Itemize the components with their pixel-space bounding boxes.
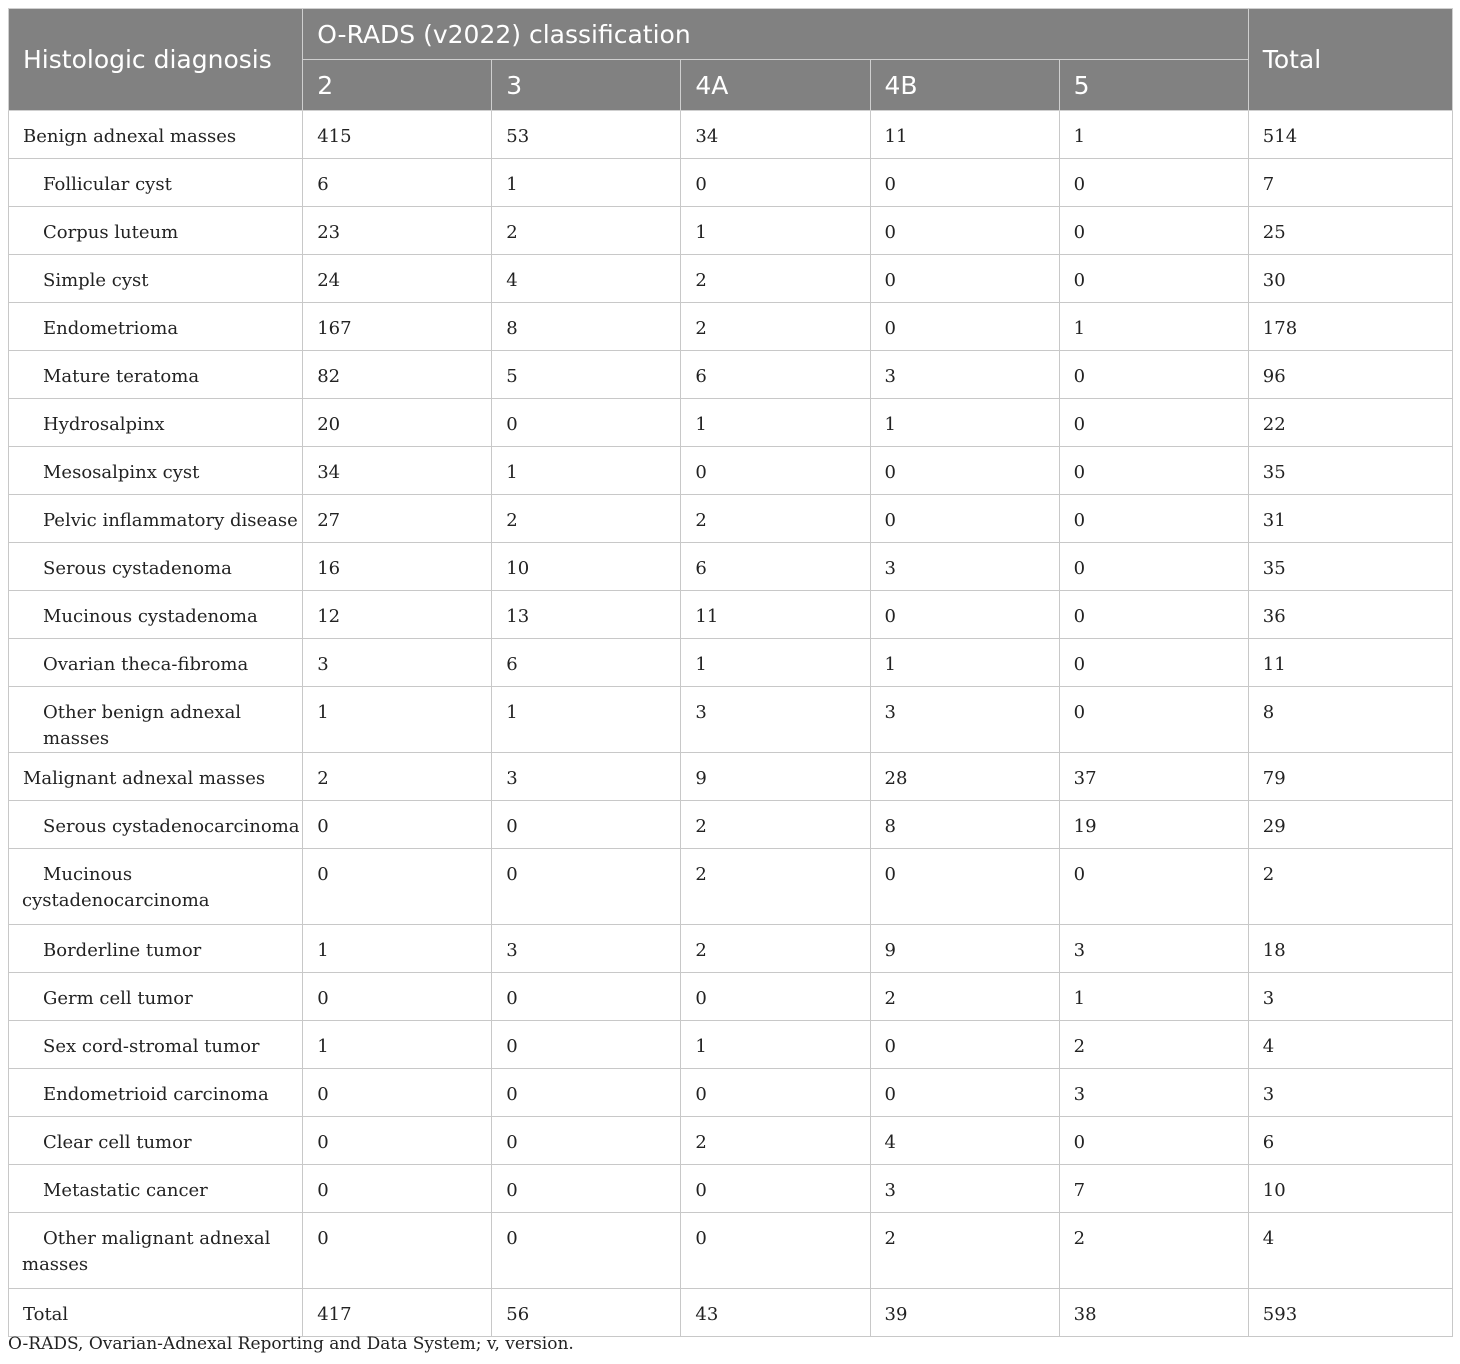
table-cell: 1 bbox=[492, 447, 681, 495]
table-cell: 3 bbox=[870, 351, 1059, 399]
table-cell: 82 bbox=[303, 351, 492, 399]
table-row bbox=[9, 801, 1453, 849]
table-cell: 2 bbox=[492, 207, 681, 255]
table-row bbox=[9, 1069, 1453, 1117]
row-total: 4 bbox=[1248, 1021, 1452, 1069]
table-cell: 0 bbox=[681, 159, 870, 207]
table-cell: 1 bbox=[492, 159, 681, 207]
table-cell: 3 bbox=[303, 639, 492, 687]
table-cell: 1 bbox=[681, 207, 870, 255]
table-cell: 0 bbox=[1059, 255, 1248, 303]
row-total: 30 bbox=[1248, 255, 1452, 303]
table-row bbox=[9, 351, 1453, 399]
row-total: 8 bbox=[1248, 687, 1452, 753]
table-cell: 16 bbox=[303, 543, 492, 591]
row-label: Clear cell tumor bbox=[9, 1117, 303, 1165]
table-cell: 24 bbox=[303, 255, 492, 303]
table-cell: 0 bbox=[1059, 543, 1248, 591]
table-cell: 0 bbox=[870, 159, 1059, 207]
row-label: Ovarian theca-fibroma bbox=[9, 639, 303, 687]
table-cell: 0 bbox=[681, 1069, 870, 1117]
table-header bbox=[9, 9, 1453, 111]
table-row bbox=[9, 543, 1453, 591]
table-row bbox=[9, 159, 1453, 207]
header-orads-classification: O-RADS (v2022) classification bbox=[303, 9, 1249, 60]
row-label: Pelvic inflammatory disease bbox=[9, 495, 303, 543]
table-cell: 8 bbox=[870, 801, 1059, 849]
table-cell: 0 bbox=[492, 399, 681, 447]
row-label: Follicular cyst bbox=[9, 159, 303, 207]
table-cell: 6 bbox=[681, 351, 870, 399]
table-row bbox=[9, 687, 1453, 753]
table-cell: 2 bbox=[681, 255, 870, 303]
table-cell: 1 bbox=[681, 1021, 870, 1069]
table-row bbox=[9, 753, 1453, 801]
table-row bbox=[9, 591, 1453, 639]
table-cell: 38 bbox=[1059, 1289, 1248, 1337]
table-cell: 5 bbox=[492, 351, 681, 399]
table-cell: 27 bbox=[303, 495, 492, 543]
row-total: 25 bbox=[1248, 207, 1452, 255]
header-histologic-diagnosis: Histologic diagnosis bbox=[9, 9, 303, 111]
table-cell: 3 bbox=[870, 543, 1059, 591]
row-total: 3 bbox=[1248, 973, 1452, 1021]
table-row bbox=[9, 1213, 1453, 1289]
row-total: 7 bbox=[1248, 159, 1452, 207]
row-label: Serous cystadenocarcinoma bbox=[9, 801, 303, 849]
table-cell: 0 bbox=[303, 1165, 492, 1213]
table-cell: 0 bbox=[492, 973, 681, 1021]
table-cell: 3 bbox=[492, 753, 681, 801]
table-cell: 4 bbox=[492, 255, 681, 303]
table-cell: 0 bbox=[681, 447, 870, 495]
row-label: Simple cyst bbox=[9, 255, 303, 303]
table-cell: 6 bbox=[681, 543, 870, 591]
row-label: Hydrosalpinx bbox=[9, 399, 303, 447]
table-cell: 1 bbox=[1059, 111, 1248, 159]
table-cell: 10 bbox=[492, 543, 681, 591]
row-total: 36 bbox=[1248, 591, 1452, 639]
row-label: Mesosalpinx cyst bbox=[9, 447, 303, 495]
table-cell: 0 bbox=[303, 1213, 492, 1289]
table-row bbox=[9, 255, 1453, 303]
table-cell: 0 bbox=[1059, 639, 1248, 687]
table-cell: 0 bbox=[681, 973, 870, 1021]
table-cell: 3 bbox=[870, 1165, 1059, 1213]
table-cell: 2 bbox=[870, 973, 1059, 1021]
table-cell: 37 bbox=[1059, 753, 1248, 801]
table-cell: 1 bbox=[681, 639, 870, 687]
row-label: Mucinous cystadenoma bbox=[9, 591, 303, 639]
table-cell: 2 bbox=[1059, 1021, 1248, 1069]
table-cell: 0 bbox=[303, 849, 492, 925]
row-total: 4 bbox=[1248, 1213, 1452, 1289]
row-total: 2 bbox=[1248, 849, 1452, 925]
table-cell: 34 bbox=[303, 447, 492, 495]
table-cell: 1 bbox=[303, 687, 492, 753]
row-label: Other malignant adnexal masses bbox=[9, 1213, 303, 1289]
row-label: Endometrioid carcinoma bbox=[9, 1069, 303, 1117]
table-cell: 3 bbox=[870, 687, 1059, 753]
table-cell: 0 bbox=[303, 1117, 492, 1165]
table-cell: 0 bbox=[1059, 207, 1248, 255]
table-cell: 2 bbox=[681, 925, 870, 973]
table-cell: 13 bbox=[492, 591, 681, 639]
table-cell: 0 bbox=[1059, 351, 1248, 399]
table-row bbox=[9, 973, 1453, 1021]
row-total: 6 bbox=[1248, 1117, 1452, 1165]
table-cell: 2 bbox=[303, 753, 492, 801]
row-total: 3 bbox=[1248, 1069, 1452, 1117]
table-cell: 0 bbox=[303, 801, 492, 849]
row-label: Mature teratoma bbox=[9, 351, 303, 399]
table-cell: 3 bbox=[681, 687, 870, 753]
table-cell: 28 bbox=[870, 753, 1059, 801]
table-cell: 1 bbox=[492, 687, 681, 753]
row-total: 18 bbox=[1248, 925, 1452, 973]
table-cell: 0 bbox=[1059, 591, 1248, 639]
row-label: Germ cell tumor bbox=[9, 973, 303, 1021]
table-cell: 9 bbox=[681, 753, 870, 801]
table-container bbox=[8, 8, 1453, 1337]
row-label: Other benign adnexal masses bbox=[9, 687, 303, 753]
header-category: 2 bbox=[303, 60, 492, 111]
table-cell: 0 bbox=[492, 1213, 681, 1289]
row-total: 79 bbox=[1248, 753, 1452, 801]
row-total: 96 bbox=[1248, 351, 1452, 399]
row-label: Mucinous cystadenocarcinoma bbox=[9, 849, 303, 925]
table-row bbox=[9, 399, 1453, 447]
table-cell: 0 bbox=[1059, 849, 1248, 925]
table-cell: 0 bbox=[870, 207, 1059, 255]
table-cell: 1 bbox=[303, 925, 492, 973]
table-cell: 0 bbox=[492, 1069, 681, 1117]
row-total: 22 bbox=[1248, 399, 1452, 447]
table-cell: 0 bbox=[1059, 687, 1248, 753]
table-cell: 34 bbox=[681, 111, 870, 159]
table-cell: 1 bbox=[1059, 973, 1248, 1021]
table-cell: 0 bbox=[492, 1117, 681, 1165]
row-label: Endometrioma bbox=[9, 303, 303, 351]
table-cell: 0 bbox=[870, 849, 1059, 925]
table-cell: 0 bbox=[681, 1213, 870, 1289]
table-cell: 9 bbox=[870, 925, 1059, 973]
row-label: Malignant adnexal masses bbox=[9, 753, 303, 801]
table-cell: 2 bbox=[681, 1117, 870, 1165]
row-label: Corpus luteum bbox=[9, 207, 303, 255]
header-category: 4A bbox=[681, 60, 870, 111]
table-body bbox=[9, 111, 1453, 1337]
table-cell: 0 bbox=[681, 1165, 870, 1213]
table-footnote: O-RADS, Ovarian-Adnexal Reporting and Data System; v, version. bbox=[8, 1334, 574, 1354]
table-cell: 2 bbox=[870, 1213, 1059, 1289]
table-cell: 0 bbox=[1059, 495, 1248, 543]
table-cell: 0 bbox=[492, 1021, 681, 1069]
table-cell: 3 bbox=[1059, 925, 1248, 973]
row-total: 35 bbox=[1248, 447, 1452, 495]
table-row bbox=[9, 111, 1453, 159]
table-row bbox=[9, 447, 1453, 495]
table-cell: 4 bbox=[870, 1117, 1059, 1165]
table-cell: 19 bbox=[1059, 801, 1248, 849]
table-row bbox=[9, 1021, 1453, 1069]
table-cell: 2 bbox=[681, 849, 870, 925]
row-total: 31 bbox=[1248, 495, 1452, 543]
header-category: 5 bbox=[1059, 60, 1248, 111]
table-cell: 7 bbox=[1059, 1165, 1248, 1213]
table-cell: 2 bbox=[492, 495, 681, 543]
table-cell: 0 bbox=[303, 1069, 492, 1117]
table-cell: 0 bbox=[870, 255, 1059, 303]
table-row bbox=[9, 849, 1453, 925]
table-cell: 0 bbox=[870, 591, 1059, 639]
table-row bbox=[9, 303, 1453, 351]
header-total: Total bbox=[1248, 9, 1452, 111]
table-row bbox=[9, 1117, 1453, 1165]
table-row bbox=[9, 495, 1453, 543]
table-cell: 1 bbox=[303, 1021, 492, 1069]
row-total: 593 bbox=[1248, 1289, 1452, 1337]
header-category: 4B bbox=[870, 60, 1059, 111]
row-total: 514 bbox=[1248, 111, 1452, 159]
table-cell: 11 bbox=[870, 111, 1059, 159]
table-cell: 0 bbox=[870, 303, 1059, 351]
table-cell: 2 bbox=[681, 495, 870, 543]
table-cell: 1 bbox=[1059, 303, 1248, 351]
table-cell: 53 bbox=[492, 111, 681, 159]
table-cell: 0 bbox=[1059, 159, 1248, 207]
table-row bbox=[9, 1165, 1453, 1213]
table-cell: 0 bbox=[303, 973, 492, 1021]
table-cell: 1 bbox=[870, 399, 1059, 447]
table-cell: 2 bbox=[681, 801, 870, 849]
table-cell: 20 bbox=[303, 399, 492, 447]
data-table bbox=[8, 8, 1453, 1337]
row-label: Borderline tumor bbox=[9, 925, 303, 973]
table-cell: 0 bbox=[492, 801, 681, 849]
table-cell: 0 bbox=[870, 447, 1059, 495]
table-cell: 8 bbox=[492, 303, 681, 351]
table-row bbox=[9, 1289, 1453, 1337]
table-cell: 0 bbox=[870, 1021, 1059, 1069]
row-label: Sex cord-stromal tumor bbox=[9, 1021, 303, 1069]
table-cell: 12 bbox=[303, 591, 492, 639]
table-cell: 56 bbox=[492, 1289, 681, 1337]
table-cell: 2 bbox=[681, 303, 870, 351]
row-total: 11 bbox=[1248, 639, 1452, 687]
table-cell: 0 bbox=[492, 849, 681, 925]
table-cell: 167 bbox=[303, 303, 492, 351]
table-cell: 0 bbox=[492, 1165, 681, 1213]
table-row bbox=[9, 639, 1453, 687]
table-cell: 6 bbox=[303, 159, 492, 207]
row-total: 10 bbox=[1248, 1165, 1452, 1213]
table-cell: 11 bbox=[681, 591, 870, 639]
table-cell: 43 bbox=[681, 1289, 870, 1337]
header-category: 3 bbox=[492, 60, 681, 111]
table-cell: 417 bbox=[303, 1289, 492, 1337]
row-label: Benign adnexal masses bbox=[9, 111, 303, 159]
table-cell: 0 bbox=[1059, 447, 1248, 495]
table-cell: 0 bbox=[1059, 1117, 1248, 1165]
table-cell: 0 bbox=[1059, 399, 1248, 447]
table-cell: 3 bbox=[1059, 1069, 1248, 1117]
table-cell: 0 bbox=[870, 495, 1059, 543]
row-label: Serous cystadenoma bbox=[9, 543, 303, 591]
row-label: Metastatic cancer bbox=[9, 1165, 303, 1213]
table-cell: 415 bbox=[303, 111, 492, 159]
row-total: 35 bbox=[1248, 543, 1452, 591]
table-row bbox=[9, 207, 1453, 255]
table-cell: 0 bbox=[870, 1069, 1059, 1117]
table-cell: 23 bbox=[303, 207, 492, 255]
table-row bbox=[9, 925, 1453, 973]
table-cell: 6 bbox=[492, 639, 681, 687]
table-cell: 2 bbox=[1059, 1213, 1248, 1289]
row-total: 178 bbox=[1248, 303, 1452, 351]
table-cell: 1 bbox=[870, 639, 1059, 687]
row-label: Total bbox=[9, 1289, 303, 1337]
row-total: 29 bbox=[1248, 801, 1452, 849]
table-cell: 3 bbox=[492, 925, 681, 973]
table-cell: 39 bbox=[870, 1289, 1059, 1337]
table-cell: 1 bbox=[681, 399, 870, 447]
